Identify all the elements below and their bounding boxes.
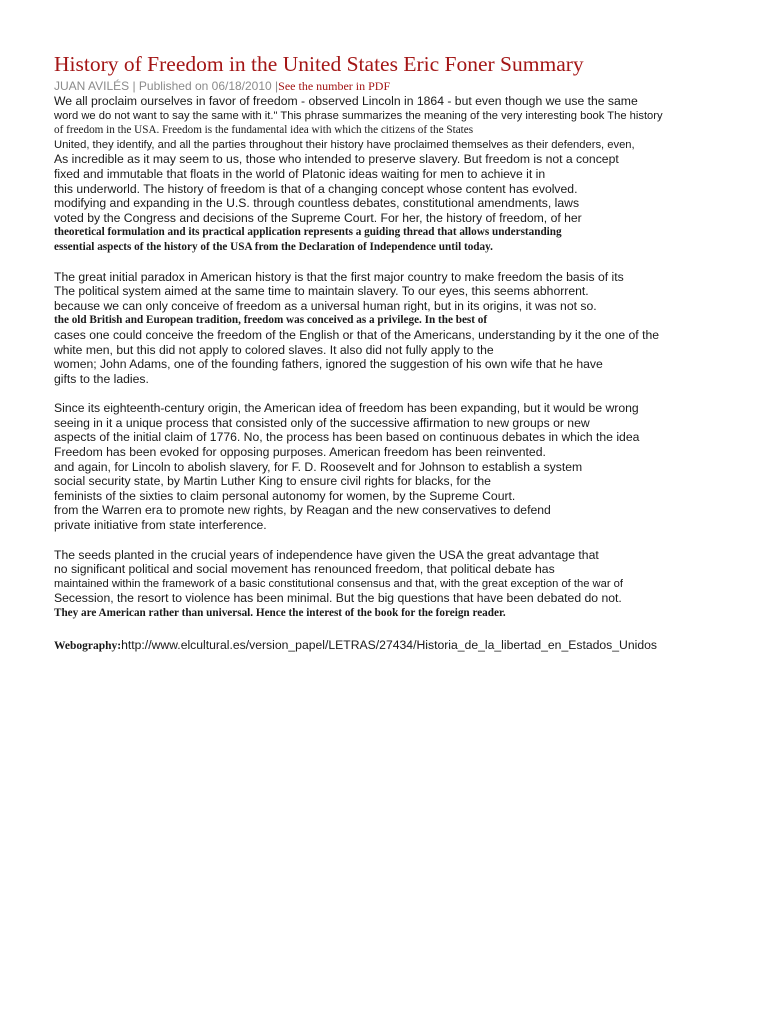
author-date: JUAN AVILÉS | Published on 06/18/2010 |	[54, 79, 279, 93]
paragraph	[54, 548, 754, 621]
text-line: modifying and expanding in the U.S. through countless debates, constitutional amendments, laws	[54, 196, 580, 211]
text-line: They are American rather than universal. Hence the interest of the book for the foreign reader.	[54, 607, 506, 619]
text-line: word we do not want to say the same with it." This phrase summarizes the meaning of the very interesting book The history	[54, 109, 663, 122]
text-line: because we can only conceive of freedom as a universal human right, but in its origins, it was not so.	[54, 298, 597, 313]
text-line: the old British and European tradition, freedom was conceived as a privilege. In the best of	[54, 314, 488, 327]
article-title: History of Freedom in the United States Eric Foner Summary	[54, 52, 584, 76]
text-line: this underworld. The history of freedom is that of a changing concept whose content has evolved.	[54, 181, 578, 196]
webography-label: Webography:	[54, 639, 122, 652]
text-line: cases one could conceive the freedom of the English or that of the Americans, understanding by it the one of the	[54, 327, 660, 342]
webography	[54, 636, 754, 654]
paragraph	[54, 94, 754, 255]
text-line: voted by the Congress and decisions of the Supreme Court. For her, the history of freedom, of her	[54, 210, 582, 225]
article	[54, 50, 754, 654]
text-line: Freedom has been evoked for opposing purposes. American freedom has been reinvented.	[54, 445, 546, 460]
paragraph	[54, 401, 754, 532]
text-line: fixed and immutable that floats in the world of Platonic ideas waiting for men to achieve it in	[54, 166, 546, 181]
article-body	[54, 94, 754, 621]
text-line: of freedom in the USA. Freedom is the fundamental idea with which the citizens of the States	[54, 124, 474, 137]
text-line: women; John Adams, one of the founding fathers, ignored the suggestion of his own wife that he have	[54, 357, 603, 372]
text-line: seeing in it a unique process that consisted only of the successive affirmation to new groups or new	[54, 415, 590, 430]
text-line: The seeds planted in the crucial years of independence have given the USA the great advantage that	[54, 547, 599, 562]
text-line: social security state, by Martin Luther King to ensure civil rights for blacks, for the	[54, 474, 491, 489]
text-line: and again, for Lincoln to abolish slavery, for F. D. Roosevelt and for Johnson to establish a system	[54, 459, 583, 474]
webography-url[interactable]: http://www.elcultural.es/version_papel/LETRAS/27434/Historia_de_la_libertad_en_Estados_Unidos	[121, 637, 657, 652]
text-line: theoretical formulation and its practical application represents a guiding thread that allows understanding	[54, 226, 562, 239]
text-line: white men, but this did not apply to colored slaves. It also did not fully apply to the	[54, 342, 494, 357]
paragraph	[54, 270, 754, 387]
text-line: private initiative from state interference.	[54, 518, 267, 533]
article-meta	[54, 78, 754, 94]
text-line: gifts to the ladies.	[54, 371, 149, 386]
text-line: aspects of the initial claim of 1776. No, the process has been based on continuous debates in which the idea	[54, 430, 640, 445]
text-line: no significant political and social movement has renounced freedom, that political debate has	[54, 562, 555, 577]
text-line: essential aspects of the history of the USA from the Declaration of Independence until today.	[54, 240, 493, 253]
text-line: from the Warren era to promote new rights, by Reagan and the new conservatives to defend	[54, 503, 551, 518]
text-line: maintained within the framework of a basic constitutional consensus and that, with the great exception of the war of	[54, 577, 624, 590]
text-line: As incredible as it may seem to us, those who intended to preserve slavery. But freedom is not a concept	[54, 152, 619, 167]
text-line: The political system aimed at the same time to maintain slavery. To our eyes, this seems abhorrent.	[54, 284, 589, 299]
text-line: United, they identify, and all the parties throughout their history have proclaimed themselves as their defenders, even,	[54, 138, 635, 151]
text-line: Since its eighteenth-century origin, the American idea of freedom has been expanding, but it would be wrong	[54, 401, 639, 416]
pdf-link[interactable]: See the number in PDF	[278, 79, 391, 93]
text-line: We all proclaim ourselves in favor of freedom - observed Lincoln in 1864 - but even though we use the same	[54, 94, 638, 108]
text-line: Secession, the resort to violence has been minimal. But the big questions that have been debated do not.	[54, 591, 622, 606]
text-line: The great initial paradox in American history is that the first major country to make freedom the basis of its	[54, 269, 624, 284]
text-line: feminists of the sixties to claim personal autonomy for women, by the Supreme Court.	[54, 488, 516, 503]
